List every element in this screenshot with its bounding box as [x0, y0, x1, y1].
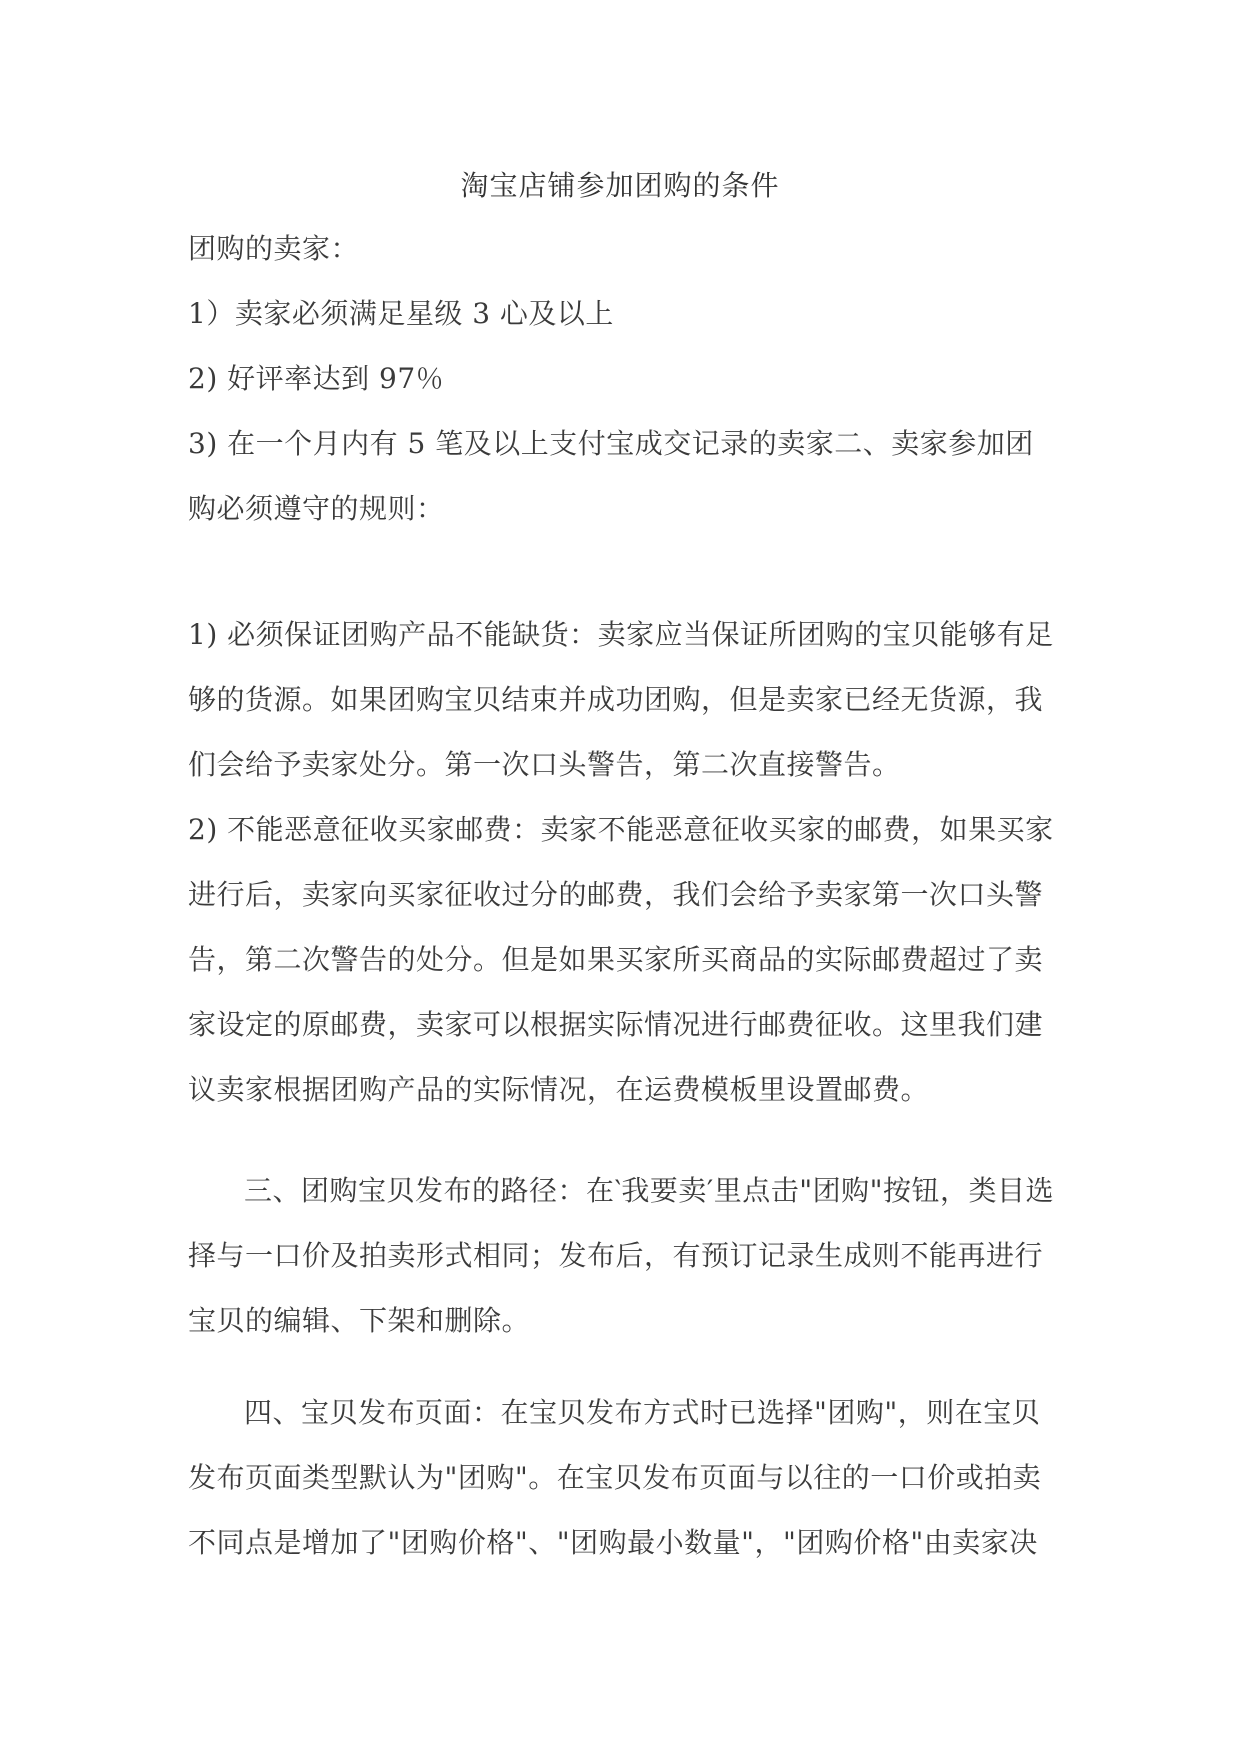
list-item: 2) 不能恶意征收买家邮费：卖家不能恶意征收买家的邮费，如果买家进行后，卖家向买家征收过分的邮费，我们会给予卖家第一次口头警告，第二次警告的处分。但是如果买家所买商品的实际邮费超过了卖家设定的原邮费，卖家可以根据实际情况进行邮费征收。这里我们建议卖家根据团购产品的实际情况，在运费模板里设置邮费。: [188, 813, 1054, 1106]
list-item: 3) 在一个月内有 5 笔及以上支付宝成交记录的卖家二、卖家参加团购必须遵守的规则：: [188, 427, 1034, 525]
section-publish-page: [188, 1380, 1058, 1575]
section-publish-path: [188, 1158, 1058, 1353]
list-item: 2) 好评率达到 97％: [188, 362, 445, 395]
section-heading: 团购的卖家：: [188, 232, 360, 265]
paragraph: 四、宝贝发布页面：在宝贝发布方式时已选择"团购"，则在宝贝发布页面类型默认为"团购"。在宝贝发布页面与以往的一口价或拍卖不同点是增加了"团购价格"、"团购最小数量"，"团购价格"由卖家决: [188, 1396, 1042, 1559]
paragraph: 三、团购宝贝发布的路径：在‵我要卖′里点击"团购"按钮，类目选择与一口价及拍卖形式相同；发布后，有预订记录生成则不能再进行宝贝的编辑、下架和删除。: [188, 1174, 1054, 1337]
document-title: 淘宝店铺参加团购的条件: [460, 169, 780, 202]
list-item: 1) 必须保证团购产品不能缺货：卖家应当保证所团购的宝贝能够有足够的货源。如果团购宝贝结束并成功团购，但是卖家已经无货源，我们会给予卖家处分。第一次口头警告，第二次直接警告。: [188, 618, 1054, 781]
section-rules: [188, 602, 1058, 1122]
list-item: 1）卖家必须满足星级 3 心及以上: [188, 297, 614, 330]
section-seller-requirements: [188, 216, 1058, 541]
